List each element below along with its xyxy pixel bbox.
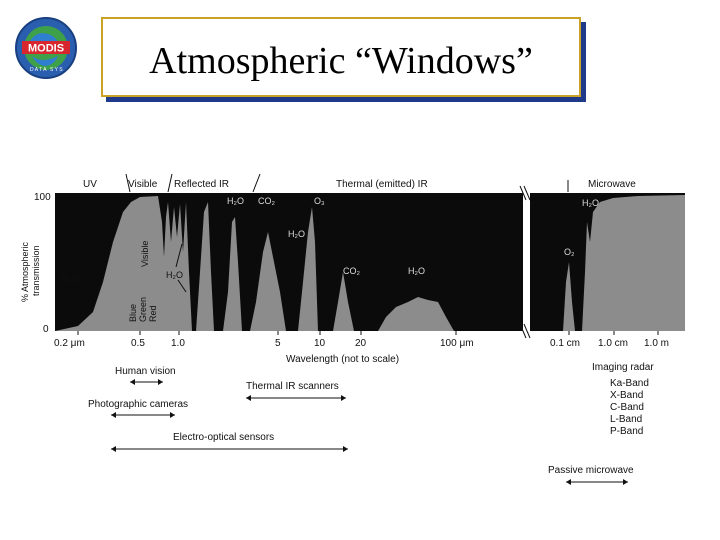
x-tick-label: 1.0 [171,338,185,349]
absorber-o2-o3: O₂ O₃ [60,274,84,284]
sensor-label: Human vision [115,366,176,377]
band-label-thermal-ir: Thermal (emitted) IR [336,179,428,190]
radar-band: Ka-Band [610,378,649,389]
atmospheric-windows-figure [18,162,698,502]
y-axis-label-line1: % Atmospheric [20,241,30,302]
absorber-o2-microwave: O₂ [564,247,575,257]
x-tick-label: 20 [355,338,367,349]
sensor-label: Electro-optical sensors [173,432,275,443]
absorber-co2-b: CO₂ [343,266,360,276]
band-label-uv: UV [83,179,97,190]
sensor-label: Thermal IR scanners [246,381,339,392]
x-tick-label: 100 μm [440,338,474,349]
band-label-microwave: Microwave [588,179,636,190]
x-tick-label: 1.0 m [644,338,670,349]
radar-band: C-Band [610,402,644,413]
modis-logo [14,16,78,80]
band-label-reflected-ir: Reflected IR [174,179,230,190]
absorber-h2o-b: H₂O [288,229,305,239]
title-box [101,17,581,97]
x-tick-label: 0.5 [131,338,145,349]
logo-brand-text: MODIS [27,42,65,55]
sensor-label: Imaging radar [592,362,654,373]
x-axis-ticks [78,331,658,335]
logo-ring-left: D A T A [30,67,47,73]
y-tick-0: 0 [43,324,49,335]
x-tick-label: 5 [275,338,281,349]
sensor-passive-microwave [548,465,634,485]
logo-ring-right: S Y S [50,67,63,73]
radar-band: P-Band [610,426,644,437]
absorber-h2o-visible: H₂O [166,270,183,280]
visible-band-red: Red [148,305,158,322]
y-tick-100: 100 [34,192,51,203]
sensor-imaging-radar [592,362,654,437]
band-label-visible: Visible [128,179,158,190]
sensor-photographic-cameras [88,399,188,418]
x-tick-label: 10 [314,338,326,349]
absorber-co2-a: CO₂ [258,196,275,206]
x-tick-label: 0.1 cm [550,338,581,349]
absorber-o3: O₃ [314,196,325,206]
sensor-label: Passive microwave [548,465,634,476]
modis-globe-icon [14,16,78,80]
sensor-electro-optical [111,432,348,452]
visible-band-blue: Blue [128,303,138,322]
radar-band: L-Band [610,414,643,425]
y-axis-label-line2: transmission [31,245,41,296]
x-axis-label: Wavelength (not to scale) [286,354,400,365]
visible-band-green: Green [138,296,148,322]
radar-band: X-Band [610,390,644,401]
visible-band-vertical-label: Visible [140,240,150,267]
x-tick-label: 1.0 cm [598,338,629,349]
x-tick-label: 0.2 μm [54,338,85,349]
sensor-human-vision [115,366,176,385]
absorber-h2o-microwave: H₂O [582,198,599,208]
page-title: Atmospheric “Windows” [149,40,533,82]
absorber-h2o-a: H₂O [227,196,244,206]
absorber-h2o-c: H₂O [408,266,425,276]
sensor-thermal-ir-scanners [246,381,346,401]
sensor-label: Photographic cameras [88,399,189,410]
